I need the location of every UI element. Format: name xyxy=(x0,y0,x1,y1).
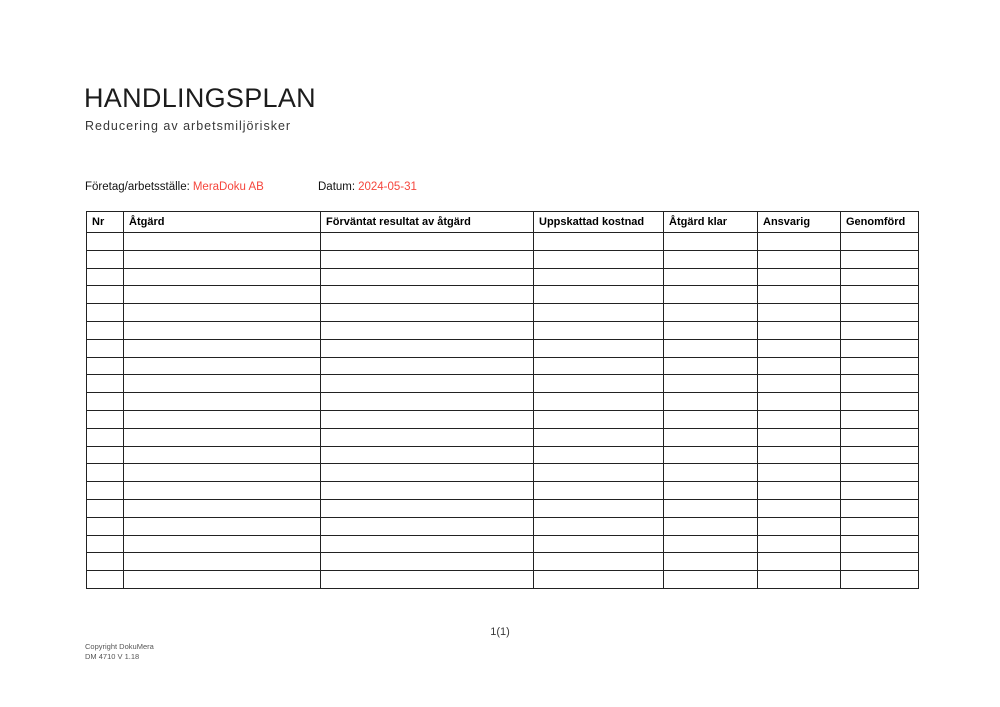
table-cell xyxy=(124,393,321,411)
table-cell xyxy=(664,517,758,535)
table-cell xyxy=(758,482,841,500)
table-row xyxy=(87,268,919,286)
table-row xyxy=(87,339,919,357)
table-cell xyxy=(664,321,758,339)
table-cell xyxy=(87,428,124,446)
column-header-atgard: Åtgärd xyxy=(124,212,321,233)
table-cell xyxy=(758,286,841,304)
table-cell xyxy=(758,304,841,322)
table-cell xyxy=(124,535,321,553)
table-cell xyxy=(534,553,664,571)
table-cell xyxy=(841,410,919,428)
table-row xyxy=(87,464,919,482)
table-cell xyxy=(87,535,124,553)
table-cell xyxy=(321,446,534,464)
table-cell xyxy=(534,482,664,500)
table-row xyxy=(87,286,919,304)
table-cell xyxy=(124,553,321,571)
table-cell xyxy=(534,357,664,375)
table-cell xyxy=(841,250,919,268)
column-header-forvantat-resultat: Förväntat resultat av åtgärd xyxy=(321,212,534,233)
table-cell xyxy=(758,233,841,251)
table-cell xyxy=(124,250,321,268)
table-cell xyxy=(664,410,758,428)
table-cell xyxy=(534,410,664,428)
table-cell xyxy=(664,268,758,286)
table-cell xyxy=(87,393,124,411)
table-row xyxy=(87,517,919,535)
table-row xyxy=(87,410,919,428)
table-cell xyxy=(534,339,664,357)
table-cell xyxy=(664,304,758,322)
table-cell xyxy=(841,517,919,535)
table-cell xyxy=(321,304,534,322)
table-cell xyxy=(758,375,841,393)
table-row xyxy=(87,428,919,446)
table-row xyxy=(87,553,919,571)
table-cell xyxy=(321,410,534,428)
table-cell xyxy=(124,357,321,375)
column-header-atgard-klar: Åtgärd klar xyxy=(664,212,758,233)
table-cell xyxy=(664,428,758,446)
copyright-line: Copyright DokuMera xyxy=(85,642,154,651)
table-cell xyxy=(841,464,919,482)
table-cell xyxy=(321,517,534,535)
table-row xyxy=(87,321,919,339)
column-header-nr: Nr xyxy=(87,212,124,233)
table-cell xyxy=(664,339,758,357)
table-cell xyxy=(758,410,841,428)
table-row xyxy=(87,446,919,464)
table-cell xyxy=(534,286,664,304)
page-number: 1(1) xyxy=(490,626,510,638)
version-line: DM 4710 V 1.18 xyxy=(85,652,140,661)
table-cell xyxy=(758,571,841,589)
table-cell xyxy=(841,446,919,464)
table-cell xyxy=(534,321,664,339)
table-cell xyxy=(124,286,321,304)
date-value: 2024-05-31 xyxy=(358,181,417,193)
table-cell xyxy=(321,499,534,517)
table-cell xyxy=(758,357,841,375)
action-plan-table xyxy=(86,211,919,589)
table-cell xyxy=(758,428,841,446)
table-row xyxy=(87,393,919,411)
table-cell xyxy=(758,446,841,464)
table-cell xyxy=(87,321,124,339)
table-row xyxy=(87,250,919,268)
table-cell xyxy=(841,321,919,339)
table-cell xyxy=(664,286,758,304)
table-cell xyxy=(534,233,664,251)
table-cell xyxy=(534,571,664,589)
table-cell xyxy=(124,428,321,446)
table-cell xyxy=(321,571,534,589)
table-cell xyxy=(124,571,321,589)
table-cell xyxy=(841,286,919,304)
table-cell xyxy=(758,250,841,268)
table-cell xyxy=(664,571,758,589)
table-cell xyxy=(87,482,124,500)
document-footer xyxy=(85,642,154,662)
table-cell xyxy=(124,233,321,251)
table-cell xyxy=(841,482,919,500)
company-label: Företag/arbetsställe: xyxy=(85,181,190,193)
table-cell xyxy=(841,233,919,251)
table-cell xyxy=(664,393,758,411)
table-cell xyxy=(124,321,321,339)
table-row xyxy=(87,482,919,500)
table-cell xyxy=(321,553,534,571)
column-header-ansvarig: Ansvarig xyxy=(758,212,841,233)
table-row xyxy=(87,571,919,589)
table-cell xyxy=(534,268,664,286)
table-row xyxy=(87,535,919,553)
table-cell xyxy=(124,446,321,464)
table-cell xyxy=(664,250,758,268)
table-cell xyxy=(321,286,534,304)
table-cell xyxy=(321,339,534,357)
table-cell xyxy=(758,321,841,339)
table-cell xyxy=(758,464,841,482)
table-cell xyxy=(758,553,841,571)
table-cell xyxy=(124,464,321,482)
company-value: MeraDoku AB xyxy=(192,181,264,193)
table-cell xyxy=(87,339,124,357)
table-cell xyxy=(321,233,534,251)
table-cell xyxy=(124,268,321,286)
table-cell xyxy=(321,482,534,500)
table-cell xyxy=(87,446,124,464)
table-cell xyxy=(534,304,664,322)
table-cell xyxy=(534,499,664,517)
table-cell xyxy=(841,428,919,446)
table-cell xyxy=(534,464,664,482)
table-cell xyxy=(534,446,664,464)
table-cell xyxy=(841,535,919,553)
table-cell xyxy=(534,428,664,446)
table-cell xyxy=(664,482,758,500)
table-cell xyxy=(664,499,758,517)
table-cell xyxy=(87,464,124,482)
table-row xyxy=(87,375,919,393)
table-cell xyxy=(534,535,664,553)
table-cell xyxy=(664,357,758,375)
table-cell xyxy=(124,304,321,322)
date-group xyxy=(318,180,417,194)
table-cell xyxy=(124,517,321,535)
document-title: HANDLINGSPLAN xyxy=(84,83,316,113)
table-cell xyxy=(87,304,124,322)
table-cell xyxy=(87,286,124,304)
table-cell xyxy=(124,339,321,357)
table-cell xyxy=(758,268,841,286)
table-row xyxy=(87,357,919,375)
table-cell xyxy=(534,250,664,268)
table-cell xyxy=(321,535,534,553)
table-cell xyxy=(87,553,124,571)
table-cell xyxy=(841,339,919,357)
table-cell xyxy=(664,446,758,464)
table-cell xyxy=(124,482,321,500)
document-subtitle: Reducering av arbetsmiljörisker xyxy=(85,119,292,133)
table-cell xyxy=(87,571,124,589)
table-cell xyxy=(758,339,841,357)
table-cell xyxy=(841,304,919,322)
table-cell xyxy=(758,393,841,411)
table-cell xyxy=(534,517,664,535)
table-cell xyxy=(841,393,919,411)
meta-row xyxy=(85,180,685,194)
table-cell xyxy=(841,357,919,375)
table-row xyxy=(87,499,919,517)
column-header-genomford: Genomförd xyxy=(841,212,919,233)
date-label: Datum: xyxy=(318,181,356,193)
table-cell xyxy=(87,499,124,517)
table-cell xyxy=(321,357,534,375)
table-cell xyxy=(321,268,534,286)
table-cell xyxy=(841,553,919,571)
table-cell xyxy=(841,499,919,517)
table-cell xyxy=(664,464,758,482)
table-cell xyxy=(87,250,124,268)
table-cell xyxy=(664,375,758,393)
table-cell xyxy=(124,375,321,393)
table-cell xyxy=(87,268,124,286)
table-cell xyxy=(87,517,124,535)
table-cell xyxy=(841,571,919,589)
table-cell xyxy=(534,375,664,393)
table-cell xyxy=(87,375,124,393)
column-header-uppskattad-kostnad: Uppskattad kostnad xyxy=(534,212,664,233)
table-cell xyxy=(321,250,534,268)
table-cell xyxy=(758,535,841,553)
table-cell xyxy=(321,321,534,339)
table-cell xyxy=(841,375,919,393)
table-cell xyxy=(664,535,758,553)
table-cell xyxy=(664,233,758,251)
table-cell xyxy=(124,410,321,428)
table-cell xyxy=(124,499,321,517)
table-cell xyxy=(321,428,534,446)
table-cell xyxy=(758,499,841,517)
table-cell xyxy=(321,375,534,393)
table-cell xyxy=(758,517,841,535)
table-cell xyxy=(664,553,758,571)
table-cell xyxy=(534,393,664,411)
table-cell xyxy=(321,464,534,482)
table-cell xyxy=(87,357,124,375)
table-header-row xyxy=(87,212,919,233)
table-cell xyxy=(321,393,534,411)
table-row xyxy=(87,304,919,322)
table-cell xyxy=(87,410,124,428)
table-cell xyxy=(841,268,919,286)
table-row xyxy=(87,233,919,251)
table-cell xyxy=(87,233,124,251)
